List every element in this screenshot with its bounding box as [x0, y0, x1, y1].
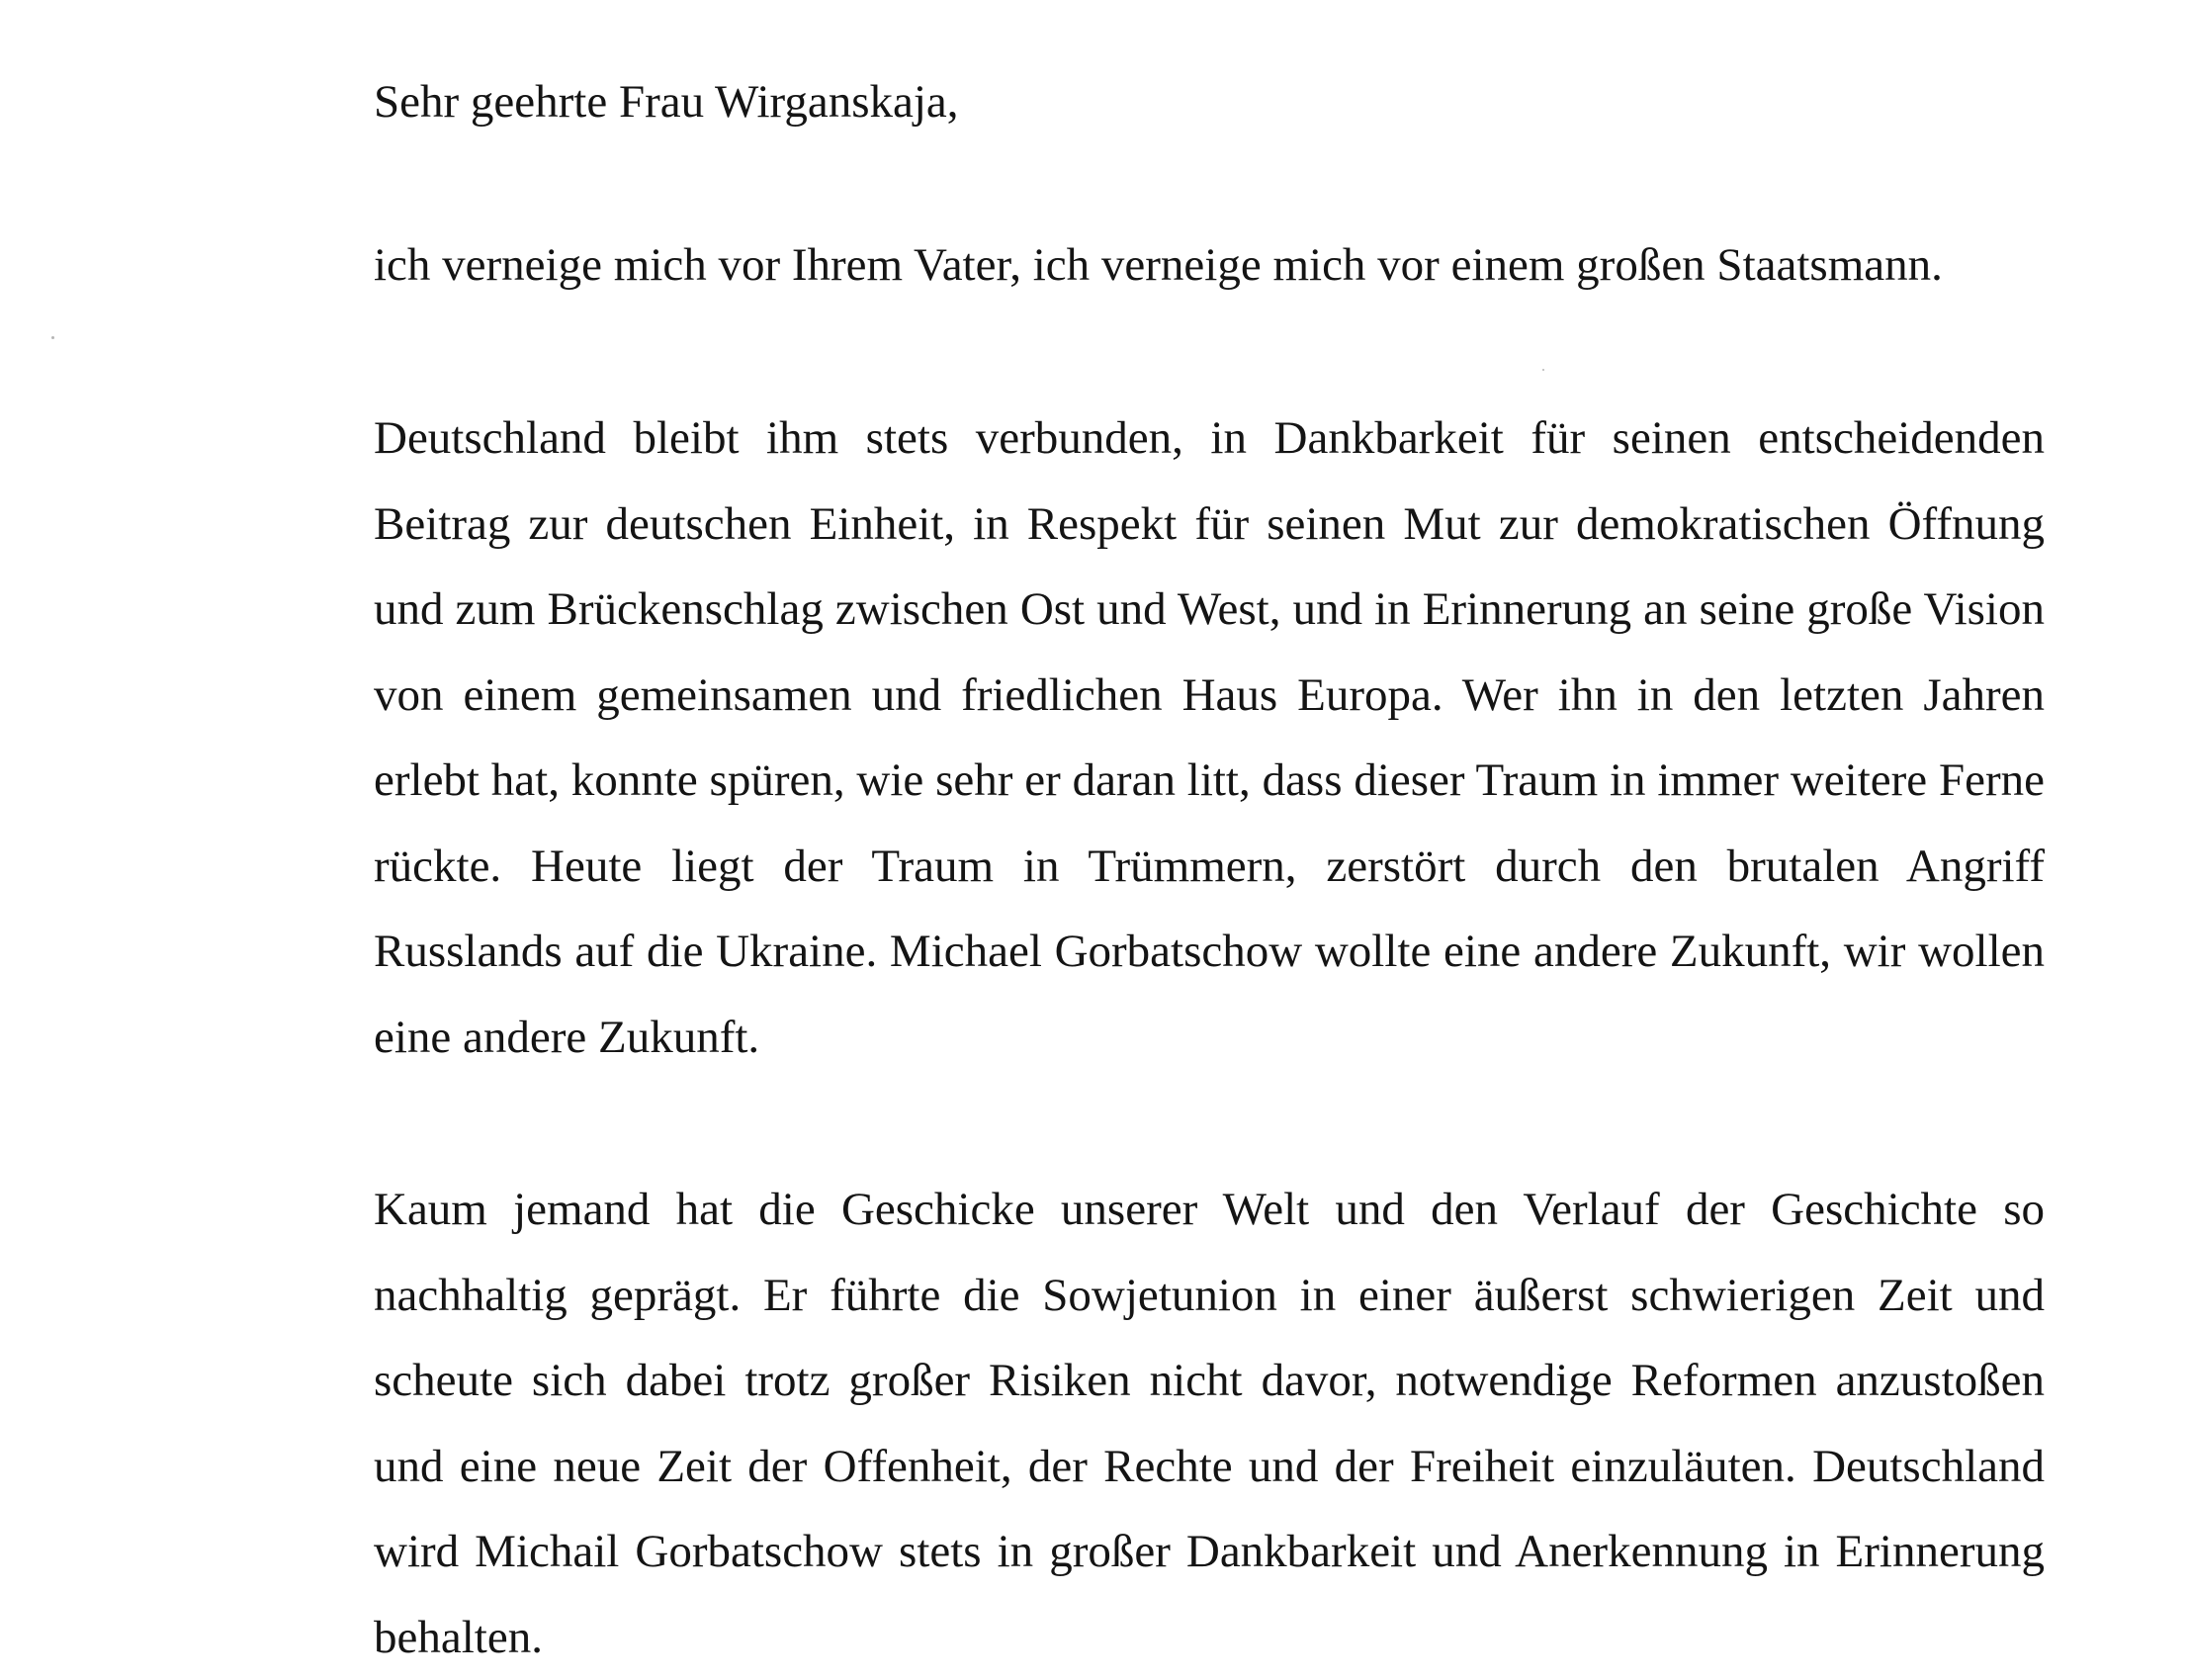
- paragraph-legacy: Kaum jemand hat die Geschicke unserer Welt und den Verlauf der Geschichte so nachhaltig geprägt. Er führte die Sowjetunion in einer äußerst schwierigen Zeit und scheute sich dabei trotz großer Risiken nicht davor, notwendige Reformen anzustoßen und eine neue Zeit der Offenheit, der Rechte und der Freiheit einzuläuten. Deutschland wird Michail Gorbatschow stets in großer Dankbarkeit und Anerkennung in Erinnerung behalten.: [374, 1184, 2045, 1663]
- scan-speck: [1542, 369, 1544, 371]
- salutation: Sehr geehrte Frau Wirganskaja,: [374, 76, 959, 128]
- paragraph-opening: ich verneige mich vor Ihrem Vater, ich verneige mich vor einem großen Staatsmann.: [374, 239, 1943, 291]
- paragraph-germany-gratitude: Deutschland bleibt ihm stets verbunden, in Dankbarkeit für seinen entscheidenden Beitrag zur deutschen Einheit, in Respekt für seinen Mut zur demokratischen Öffnung und zum Brückenschlag zwischen Ost und West, und in Erinnerung an seine große Vision von einem gemeinsamen und friedlichen Haus Europa. Wer ihn in den letzten Jahren erlebt hat, konnte spüren, wie sehr er daran litt, dass dieser Traum in immer weitere Ferne rückte. Heute liegt der Traum in Trümmern, zerstört durch den brutalen Angriff Russlands auf die Ukraine. Michael Gorbatschow wollte eine andere Zukunft, wir wollen eine andere Zukunft.: [374, 412, 2045, 1063]
- scan-speck: [51, 336, 54, 339]
